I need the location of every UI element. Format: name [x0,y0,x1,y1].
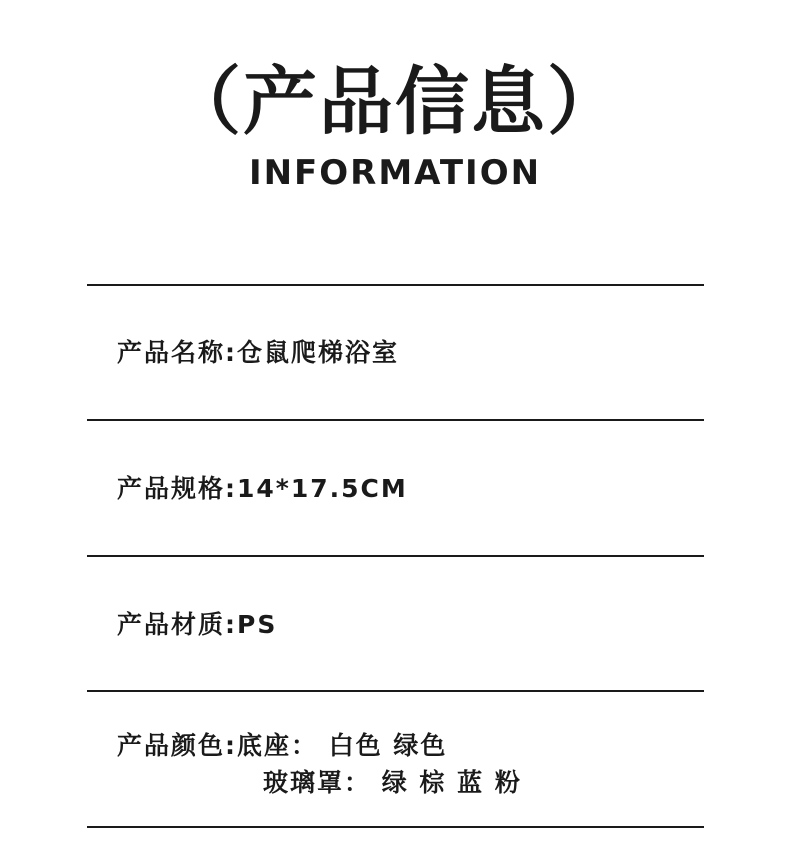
info-row-color-line2: 玻璃罩： 绿 棕 蓝 粉 [263,768,522,797]
info-row-color [117,729,447,763]
divider [87,555,704,557]
info-row-value: 仓鼠爬梯浴室 [237,338,400,367]
info-row-name [117,336,399,370]
page-title: （产品信息） [167,59,623,145]
page-subtitle: INFORMATION [248,153,542,193]
info-row-value: 14*17.5CM [237,474,408,503]
info-row-label: 产品名称: [117,338,237,367]
info-row-label: 产品颜色: [117,731,237,760]
divider [87,419,704,421]
info-row-size [117,472,408,506]
info-row-label: 产品规格: [117,474,237,503]
info-row-value: 底座： 白色 绿色 [237,731,448,760]
divider-bottom [87,826,704,828]
info-row-label: 产品材质: [117,610,237,639]
divider [87,690,704,692]
info-row-material [117,608,277,642]
info-row-value: PS [237,610,278,639]
divider-top [87,284,704,286]
